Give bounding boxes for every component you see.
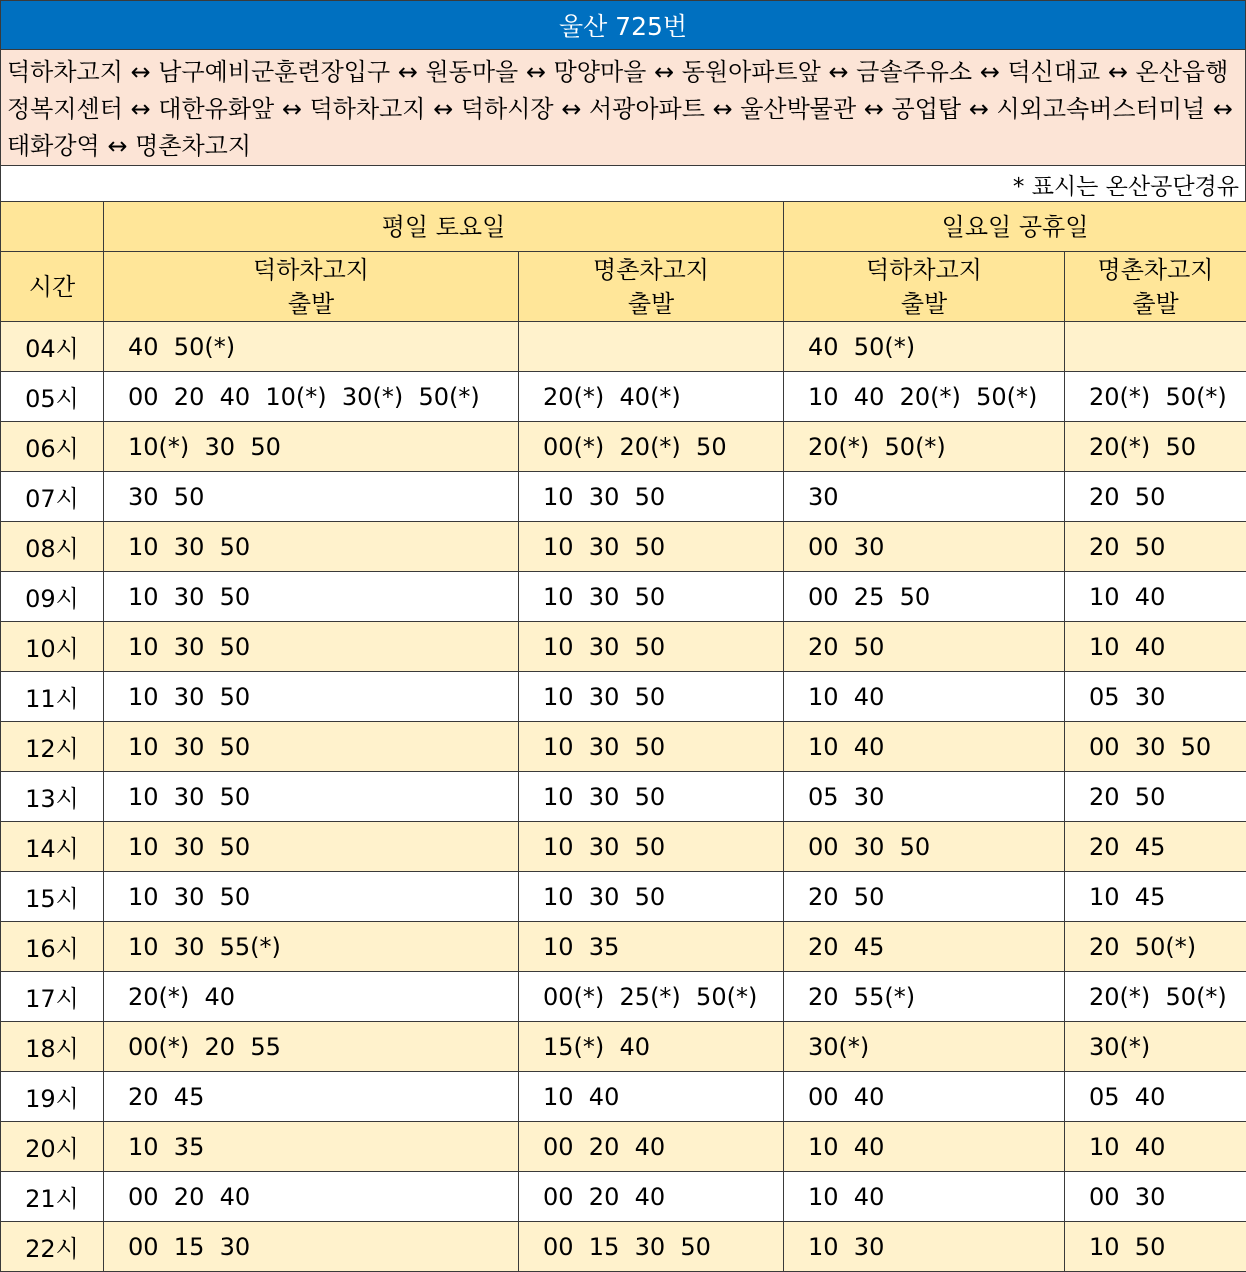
table-row bbox=[1, 1122, 1246, 1172]
departure-times-wd-myeongchon: 10 30 50 bbox=[519, 672, 784, 722]
departure-times-hd-deokha: 10 40 bbox=[784, 722, 1065, 772]
hour-cell: 15시 bbox=[1, 872, 104, 922]
departure-times-wd-deokha: 10 30 50 bbox=[104, 622, 519, 672]
departure-times-wd-myeongchon: 00(*) 25(*) 50(*) bbox=[519, 972, 784, 1022]
table-row bbox=[1, 322, 1246, 372]
departure-times-hd-myeongchon: 20 50(*) bbox=[1065, 922, 1246, 972]
header-line: 덕하차고지 bbox=[253, 255, 369, 284]
hour-cell: 16시 bbox=[1, 922, 104, 972]
departure-times-hd-myeongchon: 20(*) 50(*) bbox=[1065, 372, 1246, 422]
departure-times-wd-myeongchon: 10 30 50 bbox=[519, 522, 784, 572]
departure-times-wd-myeongchon: 10 30 50 bbox=[519, 822, 784, 872]
departure-times-hd-deokha: 10 40 20(*) 50(*) bbox=[784, 372, 1065, 422]
departure-times-wd-myeongchon: 00 15 30 50 bbox=[519, 1222, 784, 1272]
table-row bbox=[1, 922, 1246, 972]
table-row bbox=[1, 572, 1246, 622]
table-row bbox=[1, 722, 1246, 772]
table-row bbox=[1, 1172, 1246, 1222]
header-line: 출발 bbox=[627, 289, 675, 318]
header-line: 명촌차고지 bbox=[1097, 255, 1214, 284]
departure-times-wd-myeongchon: 15(*) 40 bbox=[519, 1022, 784, 1072]
departure-times-hd-myeongchon: 10 40 bbox=[1065, 1122, 1246, 1172]
table-row bbox=[1, 772, 1246, 822]
departure-times-wd-deokha: 10 35 bbox=[104, 1122, 519, 1172]
hour-cell: 07시 bbox=[1, 472, 104, 522]
header-hd-from-deokha bbox=[784, 252, 1065, 322]
departure-times-wd-myeongchon: 10 30 50 bbox=[519, 472, 784, 522]
header-hd-from-myeongchon bbox=[1065, 252, 1246, 322]
header-weekday: 평일 토요일 bbox=[104, 202, 784, 252]
departure-times-hd-myeongchon: 05 30 bbox=[1065, 672, 1246, 722]
departure-times-hd-myeongchon: 10 40 bbox=[1065, 572, 1246, 622]
departure-times-wd-deokha: 10 30 50 bbox=[104, 522, 519, 572]
departure-times-wd-myeongchon: 10 30 50 bbox=[519, 772, 784, 822]
departure-times-wd-deokha: 10 30 50 bbox=[104, 722, 519, 772]
departure-times-hd-myeongchon: 20(*) 50 bbox=[1065, 422, 1246, 472]
departure-times-wd-deokha: 00(*) 20 55 bbox=[104, 1022, 519, 1072]
departure-times-hd-deokha: 00 40 bbox=[784, 1072, 1065, 1122]
table-row bbox=[1, 422, 1246, 472]
departure-times-wd-deokha: 00 15 30 bbox=[104, 1222, 519, 1272]
header-line: 출발 bbox=[900, 289, 948, 318]
header-line: 출발 bbox=[1132, 289, 1179, 318]
departure-times-hd-myeongchon: 20 50 bbox=[1065, 472, 1246, 522]
departure-times-hd-deokha: 10 40 bbox=[784, 672, 1065, 722]
route-note: * 표시는 온산공단경유 bbox=[0, 166, 1246, 201]
table-row bbox=[1, 1022, 1246, 1072]
departure-times-hd-myeongchon: 20 50 bbox=[1065, 772, 1246, 822]
departure-times-hd-deokha: 00 30 bbox=[784, 522, 1065, 572]
hour-cell: 04시 bbox=[1, 322, 104, 372]
hour-cell: 14시 bbox=[1, 822, 104, 872]
hour-cell: 05시 bbox=[1, 372, 104, 422]
hour-cell: 19시 bbox=[1, 1072, 104, 1122]
departure-times-hd-deokha: 10 40 bbox=[784, 1122, 1065, 1172]
departure-times-hd-deokha: 30(*) bbox=[784, 1022, 1065, 1072]
departure-times-hd-deokha: 30 bbox=[784, 472, 1065, 522]
table-row bbox=[1, 522, 1246, 572]
hour-cell: 06시 bbox=[1, 422, 104, 472]
hour-cell: 08시 bbox=[1, 522, 104, 572]
departure-times-hd-deokha: 05 30 bbox=[784, 772, 1065, 822]
departure-times-hd-myeongchon: 05 40 bbox=[1065, 1072, 1246, 1122]
hour-cell: 10시 bbox=[1, 622, 104, 672]
departure-times-hd-deokha: 20(*) 50(*) bbox=[784, 422, 1065, 472]
departure-times-wd-deokha: 10 30 55(*) bbox=[104, 922, 519, 972]
departure-times-wd-myeongchon: 00(*) 20(*) 50 bbox=[519, 422, 784, 472]
departure-times-wd-myeongchon: 10 35 bbox=[519, 922, 784, 972]
departure-times-wd-myeongchon: 20(*) 40(*) bbox=[519, 372, 784, 422]
header-line: 출발 bbox=[287, 289, 335, 318]
hour-cell: 17시 bbox=[1, 972, 104, 1022]
departure-times-wd-deokha: 10 30 50 bbox=[104, 572, 519, 622]
departure-times-hd-myeongchon: 20 50 bbox=[1065, 522, 1246, 572]
departure-times-wd-deokha: 20(*) 40 bbox=[104, 972, 519, 1022]
departure-times-hd-deokha: 20 55(*) bbox=[784, 972, 1065, 1022]
departure-times-hd-deokha: 20 45 bbox=[784, 922, 1065, 972]
departure-times-wd-deokha: 00 20 40 10(*) 30(*) 50(*) bbox=[104, 372, 519, 422]
table-row bbox=[1, 472, 1246, 522]
departure-times-hd-myeongchon: 10 45 bbox=[1065, 872, 1246, 922]
header-empty-cell bbox=[1, 202, 104, 252]
hour-cell: 09시 bbox=[1, 572, 104, 622]
departure-times-wd-deokha: 10 30 50 bbox=[104, 872, 519, 922]
departure-times-hd-deokha: 00 30 50 bbox=[784, 822, 1065, 872]
departure-times-hd-myeongchon: 20(*) 50(*) bbox=[1065, 972, 1246, 1022]
header-holiday: 일요일 공휴일 bbox=[784, 202, 1246, 252]
departure-times-wd-deokha: 20 45 bbox=[104, 1072, 519, 1122]
departure-times-hd-deokha: 20 50 bbox=[784, 872, 1065, 922]
departure-times-hd-myeongchon: 10 40 bbox=[1065, 622, 1246, 672]
departure-times-hd-deokha: 00 25 50 bbox=[784, 572, 1065, 622]
departure-times-hd-deokha: 40 50(*) bbox=[784, 322, 1065, 372]
departure-times-wd-deokha: 40 50(*) bbox=[104, 322, 519, 372]
departure-times-wd-myeongchon: 10 30 50 bbox=[519, 872, 784, 922]
table-row bbox=[1, 822, 1246, 872]
route-description: 덕하차고지 ↔ 남구예비군훈련장입구 ↔ 원동마을 ↔ 망양마을 ↔ 동원아파트앞 ↔ 금솔주유소 ↔ 덕신대교 ↔ 온산읍행정복지센터 ↔ 대한유화앞 ↔ 덕하차고지 ↔ 덕하시장 ↔ 서광아파트 ↔ 울산박물관 ↔ 공업탑 ↔ 시외고속버스터미널 ↔ 태화강역 ↔ 명촌차고지 bbox=[0, 50, 1246, 166]
departure-times-wd-deokha: 10 30 50 bbox=[104, 822, 519, 872]
table-row bbox=[1, 872, 1246, 922]
header-time: 시간 bbox=[1, 252, 104, 322]
departure-times-wd-myeongchon: 10 30 50 bbox=[519, 622, 784, 672]
header-wd-from-myeongchon bbox=[519, 252, 784, 322]
table-row bbox=[1, 372, 1246, 422]
departure-times-wd-myeongchon: 00 20 40 bbox=[519, 1172, 784, 1222]
departure-times-hd-myeongchon: 00 30 bbox=[1065, 1172, 1246, 1222]
hour-cell: 18시 bbox=[1, 1022, 104, 1072]
departure-times-hd-myeongchon: 00 30 50 bbox=[1065, 722, 1246, 772]
hour-cell: 12시 bbox=[1, 722, 104, 772]
hour-cell: 21시 bbox=[1, 1172, 104, 1222]
departure-times-wd-myeongchon: 00 20 40 bbox=[519, 1122, 784, 1172]
departure-times-hd-deokha: 20 50 bbox=[784, 622, 1065, 672]
departure-times-wd-deokha: 10 30 50 bbox=[104, 772, 519, 822]
departure-times-hd-deokha: 10 40 bbox=[784, 1172, 1065, 1222]
departure-times-hd-myeongchon: 30(*) bbox=[1065, 1022, 1246, 1072]
departure-times-hd-myeongchon bbox=[1065, 322, 1246, 372]
table-row bbox=[1, 972, 1246, 1022]
header-wd-from-deokha bbox=[104, 252, 519, 322]
departure-times-wd-myeongchon: 10 40 bbox=[519, 1072, 784, 1122]
header-line: 명촌차고지 bbox=[593, 255, 709, 284]
header-line: 덕하차고지 bbox=[866, 255, 982, 284]
departure-times-hd-deokha: 10 30 bbox=[784, 1222, 1065, 1272]
departure-times-wd-myeongchon bbox=[519, 322, 784, 372]
page-title: 울산 725번 bbox=[0, 0, 1246, 50]
table-row bbox=[1, 622, 1246, 672]
departure-times-wd-myeongchon: 10 30 50 bbox=[519, 722, 784, 772]
table-row bbox=[1, 1222, 1246, 1272]
hour-cell: 13시 bbox=[1, 772, 104, 822]
hour-cell: 20시 bbox=[1, 1122, 104, 1172]
departure-times-hd-myeongchon: 20 45 bbox=[1065, 822, 1246, 872]
departure-times-hd-myeongchon: 10 50 bbox=[1065, 1222, 1246, 1272]
hour-cell: 22시 bbox=[1, 1222, 104, 1272]
table-row bbox=[1, 1072, 1246, 1122]
departure-times-wd-deokha: 30 50 bbox=[104, 472, 519, 522]
departure-times-wd-myeongchon: 10 30 50 bbox=[519, 572, 784, 622]
hour-cell: 11시 bbox=[1, 672, 104, 722]
schedule-table bbox=[0, 201, 1246, 1272]
table-row bbox=[1, 672, 1246, 722]
departure-times-wd-deokha: 10(*) 30 50 bbox=[104, 422, 519, 472]
departure-times-wd-deokha: 00 20 40 bbox=[104, 1172, 519, 1222]
departure-times-wd-deokha: 10 30 50 bbox=[104, 672, 519, 722]
